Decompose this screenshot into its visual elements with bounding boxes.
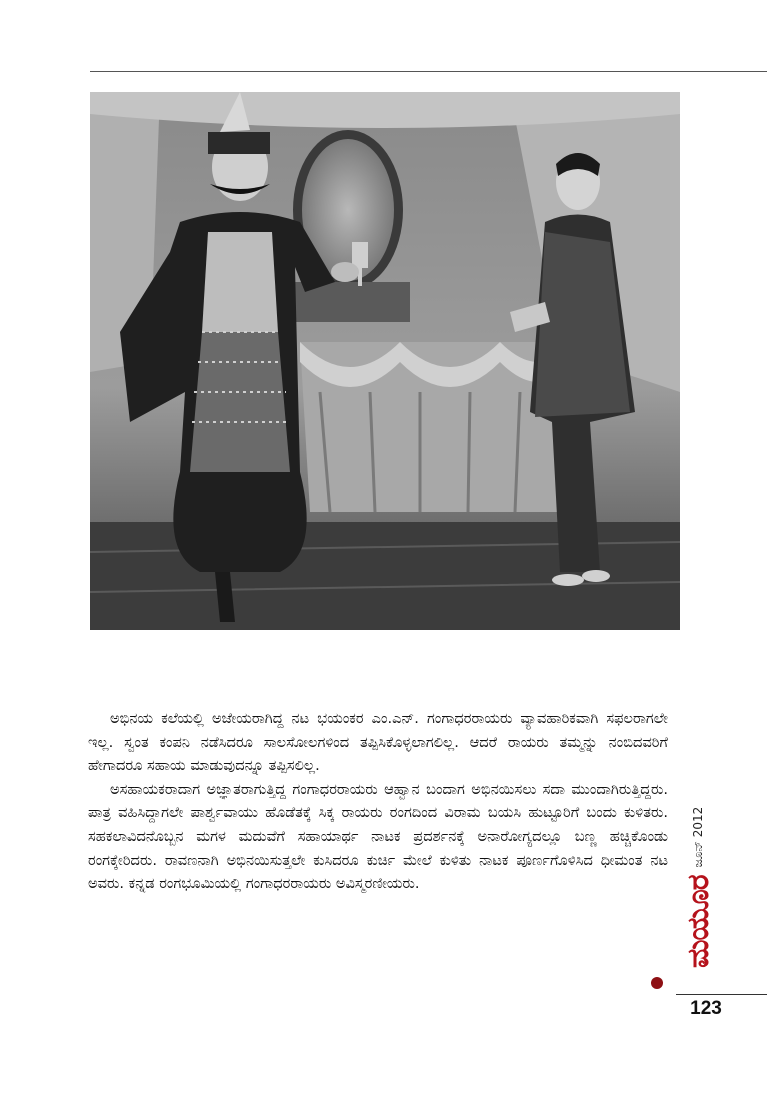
magazine-name: ಮಯೂರ (680, 875, 716, 968)
header-rule (90, 71, 767, 72)
page-number: 123 (690, 998, 722, 1019)
article-body (88, 707, 668, 896)
article-paragraph: ಅಸಹಾಯಕರಾದಾಗ ಅಜ್ಞಾತರಾಗುತ್ತಿದ್ದ ಗಂಗಾಧರರಾಯರು ಆಹ್ವಾನ ಬಂದಾಗ ಅಭಿನಯಿಸಲು ಸದಾ ಮುಂದಾಗಿರುತ್ತಿದ್ದರು. ಪಾತ್ರ ವಹಿಸಿದ್ದಾಗಲೇ ಪಾರ್ಶ್ವವಾಯು ಹೊಡೆತಕ್ಕೆ ಸಿಕ್ಕ ರಾಯರು ರಂಗದಿಂದ ವಿರಾಮ ಬಯಸಿ ಹುಟ್ಟೂರಿಗೆ ಬಂದು ಕುಳಿತರು. ಸಹಕಲಾವಿದನೊಬ್ಬನ ಮಗಳ ಮದುವೆಗೆ ಸಹಾಯಾರ್ಥ ನಾಟಕ ಪ್ರದರ್ಶನಕ್ಕೆ ಅನಾರೋಗ್ಯದಲ್ಲೂ ಬಣ್ಣ ಹಚ್ಚಿಕೊಂಡು ರಂಗಕ್ಕೇರಿದರು. ರಾವಣನಾಗಿ ಅಭಿನಯಿಸುತ್ತಲೇ ಕುಸಿದರೂ ಕುರ್ಚಿ ಮೇಲೆ ಕುಳಿತು ನಾಟಕ ಪೂರ್ಣಗೊಳಿಸಿದ ಧೀಮಂತ ನಟ ಅವರು. ಕನ್ನಡ ರಂಗಭೂಮಿಯಲ್ಲಿ ಗಂಗಾಧರರಾಯರು ಅವಿಸ್ಮರಣೀಯರು. (88, 780, 668, 893)
issue-date: ಜೂನ್ 2012 (690, 806, 705, 868)
decorative-dot (651, 977, 663, 989)
photo-illustration (90, 92, 680, 630)
stage-photograph (90, 92, 680, 630)
magazine-sidebar (678, 808, 718, 968)
article-paragraph: ಅಭಿನಯ ಕಲೆಯಲ್ಲಿ ಅಜೇಯರಾಗಿದ್ದ ನಟ ಭಯಂಕರ ಎಂ.ಎನ್. ಗಂಗಾಧರರಾಯರು ವ್ಯಾವಹಾರಿಕವಾಗಿ ಸಫಲರಾಗಲೇ ಇಲ್ಲ. ಸ್ವಂತ ಕಂಪನಿ ನಡೆಸಿದರೂ ಸಾಲಸೋಲಗಳಿಂದ ತಪ್ಪಿಸಿಕೊಳ್ಳಲಾಗಲಿಲ್ಲ. ಆದರೆ ರಾಯರು ತಮ್ಮನ್ನು ನಂಬಿದವರಿಗೆ ಹೇಗಾದರೂ ಸಹಾಯ ಮಾಡುವುದನ್ನೂ ತಪ್ಪಿಸಲಿಲ್ಲ. (88, 710, 668, 775)
footer-rule (676, 994, 767, 995)
